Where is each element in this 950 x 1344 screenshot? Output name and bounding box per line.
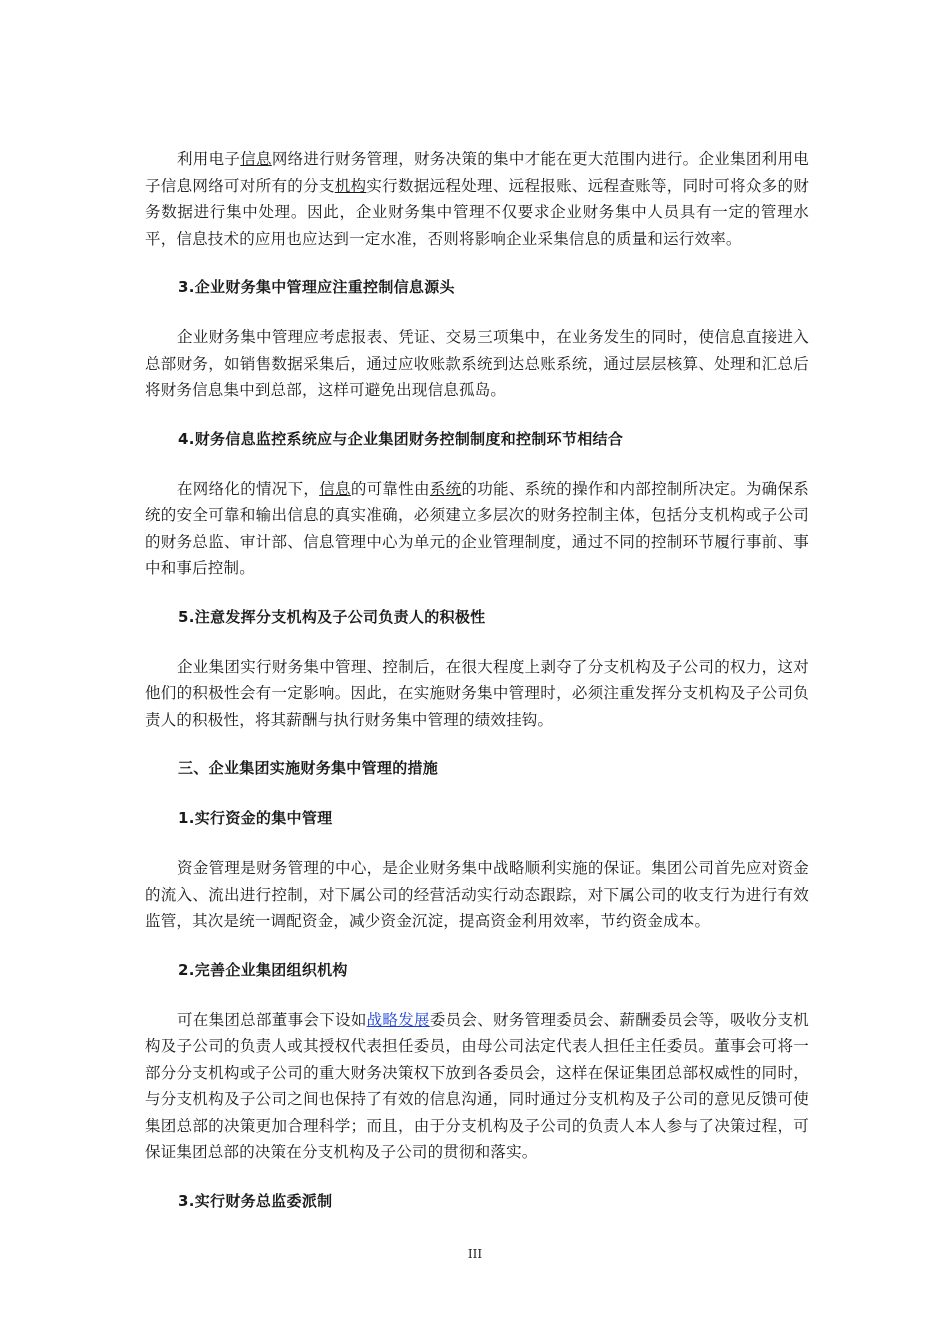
text-run: 在网络化的情况下， [177, 479, 320, 498]
paragraph-fund-management: 资金管理是财务管理的中心，是企业财务集中战略顺利实施的保证。集团公司首先应对资金的流入、流出进行控制，对下属公司的经营活动实行动态跟踪，对下属公司的收支行为进行有效监管，其次是统一调配资金，减少资金沉淀，提高资金利用效率，节约资金成本。 [145, 859, 809, 930]
paragraph-networked-control [145, 476, 809, 582]
paragraph-branch-motivation: 企业集团实行财务集中管理、控制后，在很大程度上剥夺了分支机构及子公司的权力，这对他们的积极性会有一定影响。因此，在实施财务集中管理时，必须注重发挥分支机构及子公司负责人的积极性，将其薪酬与执行财务集中管理的绩效挂钩。 [145, 657, 809, 729]
heading-section-three: 三、企业集团实施财务集中管理的措施 [178, 759, 439, 777]
heading-fund-management: 1.实行资金的集中管理 [178, 809, 333, 827]
text-run: 的功能、系统的操作和内部控制所决定。为确保系统的安全可靠和输出信息的真实准确，必须建立多层次的财务控制主体，包括分支机构或子公司的财务总监、审计部、信息管理中心为单元的企业管理制度，通过不同的控制环节履行事前、事中和事后控制。 [145, 479, 809, 577]
heading-cfo-appointment: 3.实行财务总监委派制 [178, 1191, 333, 1210]
underlined-term-info: 信息 [319, 479, 351, 498]
paragraph-info-source: 企业财务集中管理应考虑报表、凭证、交易三项集中，在业务发生的同时，使信息直接进入总部财务，如销售数据采集后，通过应收账款系统到达总账系统，通过层层核算、处理和汇总后将财务信息集中到总部，这样可避免出现信息孤岛。 [145, 328, 809, 399]
underlined-term-system: 系统 [429, 479, 462, 498]
text-run: 可在集团总部董事会下设如 [177, 1010, 367, 1029]
text-run: 委员会、财务管理委员会、薪酬委员会等，吸收分支机构及子公司的负责人或其授权代表担任委员，由母公司法定代表人担任主任委员。董事会可将一部分分支机构或子公司的重大财务决策权下放到各委员会，这样在保证集团总部权威性的同时，与分支机构及子公司之间也保持了有效的信息沟通，同时通过分支机构及子公司的意见反馈可使集团总部的决策更加合理科学；而且，由于分支机构及子公司的负责人本人参与了决策过程，可保证集团总部的决策在分支机构及子公司的贯彻和落实。 [145, 1010, 809, 1161]
paragraph-electronic-info [145, 146, 809, 252]
text-run: 网络进行财务管理，财务决策的集中才能在更大范围内进行。企业集团利用电子信息网络可对所有的分支 [145, 150, 809, 195]
underlined-term-institution: 机构 [334, 176, 367, 195]
text-run: 实行数据远程处理、远程报账、远程查账等，同时可将众多的财务数据进行集中处理。因此，企业财务集中管理不仅要求企业财务集中人员具有一定的管理水平，信息技术的应用也应达到一定水准，否则将影响企业采集信息的质量和运行效率。 [145, 176, 809, 248]
underlined-term-info: 信息 [240, 150, 272, 168]
heading-monitoring-system: 4.财务信息监控系统应与企业集团财务控制制度和控制环节相结合 [178, 429, 624, 448]
heading-branch-motivation: 5.注意发挥分支机构及子公司负责人的积极性 [178, 607, 486, 626]
heading-organization: 2.完善企业集团组织机构 [178, 960, 348, 979]
text-run: 利用电子 [177, 150, 241, 168]
heading-control-info-source: 3.企业财务集中管理应注重控制信息源头 [178, 278, 455, 296]
paragraph-organization [145, 1007, 809, 1166]
text-run: 的可靠性由 [350, 479, 430, 498]
page-number: III [467, 1247, 483, 1261]
document-body [145, 146, 809, 1238]
strategy-development-link[interactable]: 战略发展 [366, 1010, 430, 1029]
